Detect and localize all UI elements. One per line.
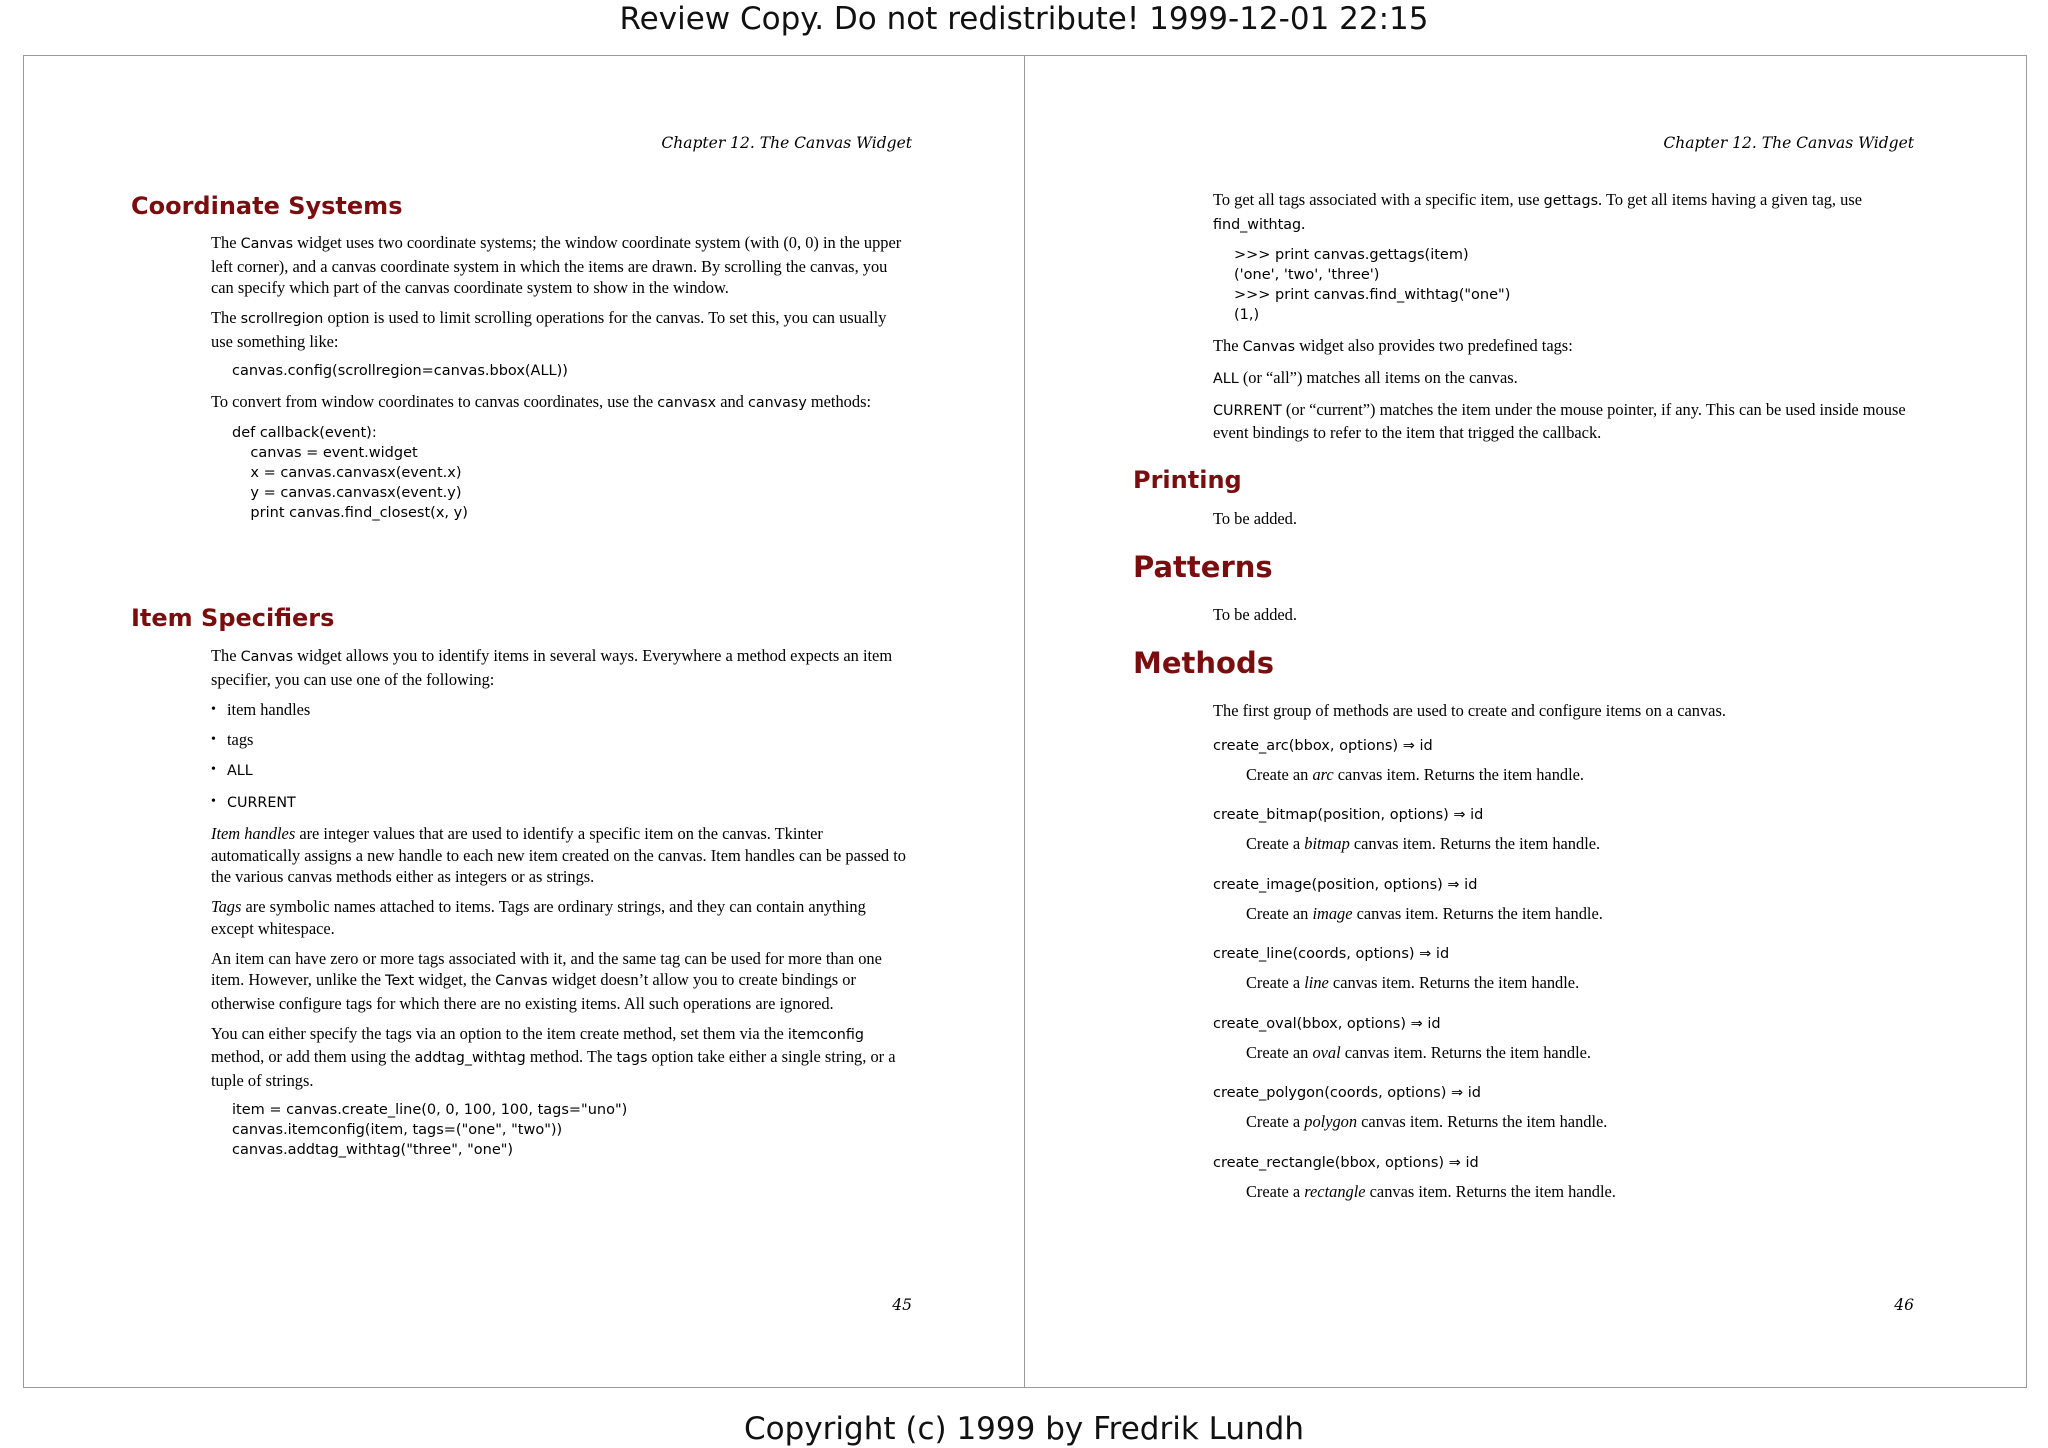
method-description: Create a polygon canvas item. Returns the item handle. bbox=[1246, 1112, 1608, 1131]
section-patterns bbox=[1213, 604, 1913, 634]
paragraph: The Canvas widget uses two coordinate systems; the window coordinate system (with (0, 0) in the upper left corner), and a canvas coordinate system in which the items are drawn. By scrolling the canvas, you can specify which part of the canvas coordinate system to show in the window. bbox=[211, 233, 902, 297]
method-signature: create_arc(bbox, options) ⇒ id bbox=[1213, 737, 1433, 754]
list-item: • ALL bbox=[211, 761, 253, 779]
method-description: Create an image canvas item. Returns the item handle. bbox=[1246, 903, 1603, 923]
heading-coordinate-systems: Coordinate Systems bbox=[131, 192, 403, 220]
section-coordinate-systems bbox=[211, 232, 911, 533]
paragraph: CURRENT (or “current”) matches the item under the mouse pointer, if any. This can be used inside mouse event bindings to refer to the item that trigged the callback. bbox=[1213, 399, 1906, 442]
bullet-list bbox=[211, 699, 911, 815]
method-signature: create_bitmap(position, options) ⇒ id bbox=[1213, 807, 1484, 823]
method-entry bbox=[1213, 805, 1913, 855]
code-block: >>> print canvas.gettags(item) ('one', 'two', 'three') >>> print canvas.find_withtag("one") (1,) bbox=[1234, 246, 1511, 323]
code-block: item = canvas.create_line(0, 0, 100, 100, tags="uno") canvas.itemconfig(item, tags=("one", "two")) canvas.addtag_withtag("three", "one") bbox=[232, 1101, 628, 1158]
code-block: canvas.config(scrollregion=canvas.bbox(ALL)) bbox=[232, 362, 568, 379]
review-banner: Review Copy. Do not redistribute! 1999-12-01 22:15 bbox=[619, 1, 1429, 37]
method-description: Create an arc canvas item. Returns the item handle. bbox=[1246, 764, 1585, 784]
method-entry bbox=[1213, 736, 1913, 786]
method-entry bbox=[1213, 1153, 1913, 1203]
section-tags-intro bbox=[1213, 189, 1913, 452]
paragraph: To convert from window coordinates to canvas coordinates, use the canvasx and canvasy methods: bbox=[211, 391, 872, 411]
book-spread bbox=[23, 55, 2027, 1388]
method-signature: create_polygon(coords, options) ⇒ id bbox=[1213, 1085, 1481, 1101]
method-description: Create a line canvas item. Returns the item handle. bbox=[1246, 973, 1580, 992]
section-methods bbox=[1213, 700, 1913, 1222]
heading-printing: Printing bbox=[1133, 466, 1242, 494]
heading-methods: Methods bbox=[1133, 646, 1274, 680]
method-entry bbox=[1213, 1083, 1913, 1133]
section-printing bbox=[1213, 508, 1913, 538]
method-signature: create_oval(bbox, options) ⇒ id bbox=[1213, 1015, 1441, 1032]
paragraph: The Canvas widget also provides two predefined tags: bbox=[1213, 335, 1573, 355]
method-signature: create_image(position, options) ⇒ id bbox=[1213, 876, 1478, 893]
method-signature: create_rectangle(bbox, options) ⇒ id bbox=[1213, 1154, 1479, 1171]
paragraph: The scrollregion option is used to limit scrolling operations for the canvas. To set this, you can usually use something like: bbox=[211, 308, 887, 351]
paragraph: Item handles are integer values that are used to identify a specific item on the canvas. Tkinter automatically assigns a new handle to each new item created on the canvas. Item handles can be passed to the various canvas methods either as integers or as strings. bbox=[211, 824, 906, 886]
heading-patterns: Patterns bbox=[1133, 550, 1273, 584]
page-right bbox=[1025, 56, 2026, 1387]
method-description: Create a rectangle canvas item. Returns the item handle. bbox=[1246, 1181, 1616, 1201]
paragraph: To get all tags associated with a specific item, use gettags. To get all items having a given tag, use find_withtag. bbox=[1213, 190, 1862, 233]
method-entry bbox=[1213, 875, 1913, 925]
paragraph: ALL (or “all”) matches all items on the canvas. bbox=[1213, 367, 1518, 387]
heading-item-specifiers: Item Specifiers bbox=[131, 604, 335, 632]
method-signature: create_line(coords, options) ⇒ id bbox=[1213, 946, 1450, 962]
list-item: • CURRENT bbox=[211, 793, 296, 811]
copyright-banner: Copyright (c) 1999 by Fredrik Lundh bbox=[744, 1411, 1304, 1447]
page-left bbox=[24, 56, 1025, 1387]
paragraph: The Canvas widget allows you to identify items in several ways. Everywhere a method expects an item specifier, you can use one of the following: bbox=[211, 646, 893, 689]
paragraph: Tags are symbolic names attached to items. Tags are ordinary strings, and they can contain anything except whitespace. bbox=[211, 897, 866, 938]
paragraph: The first group of methods are used to create and configure items on a canvas. bbox=[1213, 701, 1726, 720]
paragraph: To be added. bbox=[1213, 509, 1297, 528]
method-entry bbox=[1213, 1014, 1913, 1064]
paragraph: An item can have zero or more tags associated with it, and the same tag can be used for more than one item. However, unlike the Text widget, the Canvas widget doesn’t allow you to create bindings or otherwise configure tags for which there are no existing items. All such operations are ignored. bbox=[211, 948, 882, 1013]
paragraph: You can either specify the tags via an option to the item create method, set them via the itemconfig method, or add them using the addtag_withtag method. The tags option take either a single string, or a tuple of strings. bbox=[211, 1023, 896, 1090]
running-head: Chapter 12. The Canvas Widget bbox=[1663, 134, 1914, 152]
section-item-specifiers bbox=[211, 645, 911, 1170]
method-description: Create a bitmap canvas item. Returns the item handle. bbox=[1246, 834, 1601, 853]
list-item: • tags bbox=[211, 729, 254, 749]
method-description: Create an oval canvas item. Returns the item handle. bbox=[1246, 1042, 1592, 1062]
page-number: 45 bbox=[892, 1296, 912, 1314]
list-item: • item handles bbox=[211, 699, 311, 719]
running-head: Chapter 12. The Canvas Widget bbox=[661, 134, 912, 152]
code-block: def callback(event): canvas = event.widget x = canvas.canvasx(event.x) y = canvas.canvasx(event.y) print canvas.find_closest(x, y) bbox=[232, 424, 468, 521]
page-number: 46 bbox=[1894, 1296, 1914, 1314]
paragraph: To be added. bbox=[1213, 605, 1297, 624]
method-entry bbox=[1213, 944, 1913, 994]
